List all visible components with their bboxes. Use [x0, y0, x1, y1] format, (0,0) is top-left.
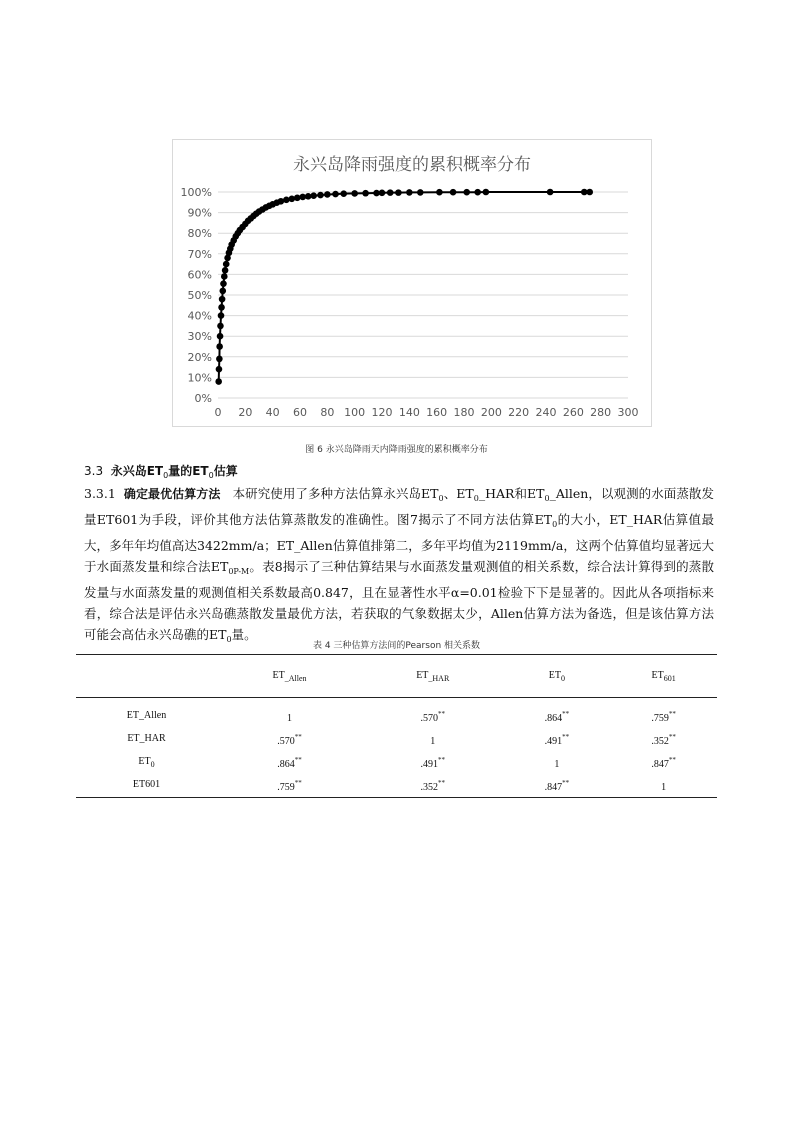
data-point [450, 189, 457, 196]
x-tick-label: 120 [371, 406, 393, 419]
section-heading [84, 462, 238, 480]
section-number: 3.3 [84, 464, 104, 478]
x-tick-label: 260 [562, 406, 584, 419]
table-cell: .847** [651, 755, 676, 770]
data-point [395, 189, 402, 196]
table-cell: 1 [610, 774, 717, 798]
data-point [218, 312, 225, 319]
row-label: $ET_0$ [138, 756, 155, 769]
table-cell: .847** [503, 774, 610, 798]
x-tick-label: 180 [453, 406, 475, 419]
data-point [483, 189, 490, 196]
y-axis-ticks [181, 186, 212, 405]
table-header-empty [76, 655, 217, 698]
table-cell: .759** [217, 774, 362, 798]
data-point [417, 189, 424, 196]
section-title-sub: 0 [163, 471, 169, 480]
x-tick-label: 60 [293, 406, 307, 419]
data-point [223, 261, 230, 268]
x-tick-label: 140 [398, 406, 420, 419]
table-cell: .759** [651, 709, 676, 724]
row-label: ET_Allen [126, 710, 167, 721]
x-tick-label: 20 [238, 406, 253, 419]
data-point [474, 189, 481, 196]
data-point [216, 343, 223, 350]
para-text: 本研究使用了多种方法估算永兴岛ET [232, 486, 439, 501]
y-tick-label: 90% [187, 206, 212, 220]
data-point [215, 378, 222, 385]
data-point [340, 190, 347, 197]
x-axis-ticks [215, 406, 639, 419]
para-sub: 0P-M [228, 567, 250, 576]
table-row [76, 728, 717, 751]
figure-caption: 图 6 永兴岛降雨天内降雨强度的累积概率分布 [305, 445, 488, 455]
data-point [317, 192, 324, 199]
section-title-part: 估算 [213, 464, 238, 478]
correlation-table [76, 654, 717, 798]
section-title-part: 量的ET [168, 464, 209, 478]
table-cell: .352** [651, 732, 676, 747]
subsection-title: 确定最优估算方法 [123, 487, 221, 501]
data-series [215, 189, 593, 385]
table-cell: .570** [420, 709, 445, 724]
x-tick-label: 280 [590, 406, 612, 419]
y-tick-label: 100% [180, 186, 212, 199]
table-header-cell: $ET_{\_HAR}$ [362, 655, 503, 698]
x-tick-label: 240 [535, 406, 557, 419]
x-tick-label: 160 [426, 406, 448, 419]
table-header-cell: $ET_{601}$ [610, 655, 717, 698]
data-point [221, 273, 228, 280]
data-point [219, 296, 226, 303]
para-text: 、ET [443, 486, 474, 501]
y-tick-label: 70% [187, 247, 212, 261]
table-cell: .864** [277, 755, 302, 770]
row-label: ET_HAR [127, 733, 166, 744]
table-cell: .570** [277, 732, 302, 747]
data-point [217, 333, 224, 340]
table-header-cell: $ET_0$ [503, 655, 610, 698]
table-row [76, 774, 717, 798]
data-point [436, 189, 443, 196]
x-tick-label: 200 [480, 406, 502, 419]
y-tick-label: 10% [187, 371, 212, 385]
section-title-part: 永兴岛ET [110, 464, 164, 478]
data-point [217, 323, 224, 330]
para-sub: 0 [226, 635, 232, 644]
table-cell: .864** [544, 709, 570, 724]
series-line [219, 192, 590, 382]
table-cell: .491** [420, 755, 445, 770]
para-sub: 0 [552, 520, 558, 529]
data-point [362, 190, 369, 197]
row-label: ET601 [76, 774, 217, 798]
data-point [310, 192, 317, 199]
chart-grid [218, 192, 628, 398]
x-tick-label: 80 [320, 406, 335, 419]
y-tick-label: 60% [187, 268, 212, 282]
data-point [332, 191, 339, 198]
para-text: _HAR和ET [478, 486, 545, 501]
para-text: _Allen，以观测的水面蒸散发量ET601为手段，评价其他方法估算蒸散发的准确性。图7揭示了不同方法估算ET [84, 486, 714, 527]
table-cell: 1 [554, 758, 560, 770]
para-sub: 0 [473, 494, 479, 503]
data-point [351, 190, 358, 197]
table-cell: .352** [362, 774, 503, 798]
y-tick-label: 40% [187, 309, 212, 323]
data-point [324, 191, 331, 198]
data-point [387, 189, 394, 196]
y-tick-label: 30% [187, 330, 212, 344]
data-point [586, 189, 593, 196]
table-header-row [76, 655, 717, 698]
data-point [283, 197, 290, 204]
y-tick-label: 0% [194, 392, 212, 405]
para-text: 的大小，ET_HAR估算值最大，多年年均值高达3422mm/a；ET_Allen估算值排第二，多年平均值为2119mm/a，这两个估算值均显著远大于水面蒸发量和综合法ET [84, 512, 714, 574]
x-tick-label: 0 [214, 406, 222, 419]
para-text: 。表8揭示了三种估算结果与水面蒸发量观测值的相关系数，综合法计算得到的蒸散发量与水面蒸发量的观测值相关系数最高0.847，且在显著性水平α=0.01检验下下是显著的。因此从各项指标来看，综合法是评估永兴岛礁蒸散发量最优方法，若获取的气象数据太少，Allen估算方法为备选，但是该估算方法可能会高估永兴岛礁的ET [84, 559, 714, 642]
para-sub: 0 [544, 494, 550, 503]
y-tick-label: 20% [187, 350, 212, 364]
data-point [406, 189, 413, 196]
table-cell: .491** [544, 732, 570, 747]
data-point [379, 190, 386, 197]
section-title-sub: 0 [208, 471, 214, 480]
table-row [76, 751, 717, 774]
x-tick-label: 220 [508, 406, 530, 419]
table-cell: 1 [430, 735, 436, 747]
data-point [547, 189, 554, 196]
cdf-chart [172, 139, 652, 427]
data-point [219, 288, 226, 295]
data-point [218, 304, 225, 311]
table-row [76, 698, 717, 729]
y-tick-label: 50% [187, 289, 212, 302]
x-tick-label: 300 [617, 406, 639, 419]
x-tick-label: 100 [344, 406, 366, 419]
data-point [222, 267, 229, 274]
y-tick-label: 80% [187, 227, 212, 241]
cdf-chart-svg [173, 140, 651, 426]
subsection-number: 3.3.1 [84, 486, 116, 501]
chart-title: 永兴岛降雨强度的累积概率分布 [293, 155, 531, 175]
para-sub: 0 [438, 494, 444, 503]
para-text: 量。 [231, 627, 257, 642]
table-caption: 表 4 三种估算方法间的Pearson 相关系数 [312, 641, 481, 651]
data-point [216, 356, 223, 363]
data-point [289, 195, 296, 202]
table-cell: 1 [287, 712, 293, 724]
table-header-cell: $ET_{\_Allen}$ [217, 655, 362, 698]
body-paragraph [84, 483, 714, 650]
data-point [216, 366, 223, 373]
data-point [220, 280, 227, 287]
data-point [463, 189, 470, 196]
x-tick-label: 40 [265, 406, 280, 419]
